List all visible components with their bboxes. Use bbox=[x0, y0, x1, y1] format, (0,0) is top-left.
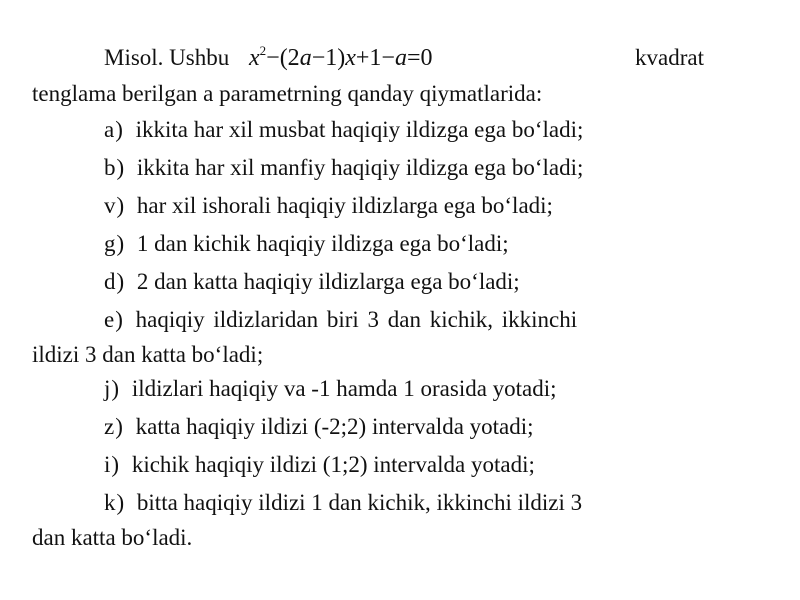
item-marker: i) bbox=[104, 452, 121, 477]
quadratic-equation: $x^2-(2a-1)x+1-a=0$ bbox=[249, 43, 433, 71]
item-marker: b) bbox=[104, 155, 126, 180]
list-item-z bbox=[104, 413, 534, 441]
list-item-i bbox=[104, 451, 535, 479]
item-text: ildizlari haqiqiy va -1 hamda 1 orasida yotadi; bbox=[131, 376, 557, 401]
list-item-j bbox=[104, 375, 557, 403]
item-marker: z) bbox=[104, 414, 124, 439]
item-marker: v) bbox=[104, 193, 126, 218]
list-item-k bbox=[104, 489, 582, 517]
item-text: katta haqiqiy ildizi (-2;2) intervalda yotadi; bbox=[135, 414, 534, 439]
item-text: kichik haqiqiy ildizi (1;2) intervalda yotadi; bbox=[131, 452, 535, 477]
item-marker: e) bbox=[104, 307, 124, 332]
list-item-g bbox=[104, 230, 509, 258]
item-marker: k) bbox=[104, 490, 126, 515]
list-item-e-continuation: ildizi 3 dan katta bo‘ladi; bbox=[32, 342, 264, 367]
item-text: 1 dan kichik haqiqiy ildizga ega bo‘ladi; bbox=[136, 231, 509, 256]
item-text: ikkita har xil musbat haqiqiy ildizga ega bo‘ladi; bbox=[135, 117, 584, 142]
item-text: ikkita har xil manfiy haqiqiy ildizga ega bo‘ladi; bbox=[136, 155, 584, 180]
list-item-k-continuation: dan katta bo‘ladi. bbox=[32, 525, 193, 550]
intro-suffix: kvadrat bbox=[635, 45, 704, 70]
item-text: bitta haqiqiy ildizi 1 dan kichik, ikkinchi ildizi 3 bbox=[136, 490, 583, 515]
item-text: 2 dan katta haqiqiy ildizlarga ega bo‘ladi; bbox=[136, 269, 520, 294]
list-item-d bbox=[104, 268, 520, 296]
list-item-e bbox=[104, 306, 704, 334]
intro-prefix: Misol. Ushbu bbox=[104, 45, 230, 70]
item-marker: j) bbox=[104, 376, 121, 401]
list-item-a bbox=[104, 116, 583, 144]
intro-line-2: tenglama berilgan a parametrning qanday qiymatlarida: bbox=[32, 81, 543, 106]
item-text: har xil ishorali haqiqiy ildizlarga ega bo‘ladi; bbox=[136, 193, 553, 218]
list-item-v bbox=[104, 192, 553, 220]
item-marker: g) bbox=[104, 231, 126, 256]
item-marker: a) bbox=[104, 117, 124, 142]
item-text: haqiqiy ildizlaridan biri 3 dan kichik, ikkinchi bbox=[135, 307, 578, 332]
intro-line-1 bbox=[104, 44, 704, 72]
list-item-b bbox=[104, 154, 583, 182]
item-marker: d) bbox=[104, 269, 126, 294]
